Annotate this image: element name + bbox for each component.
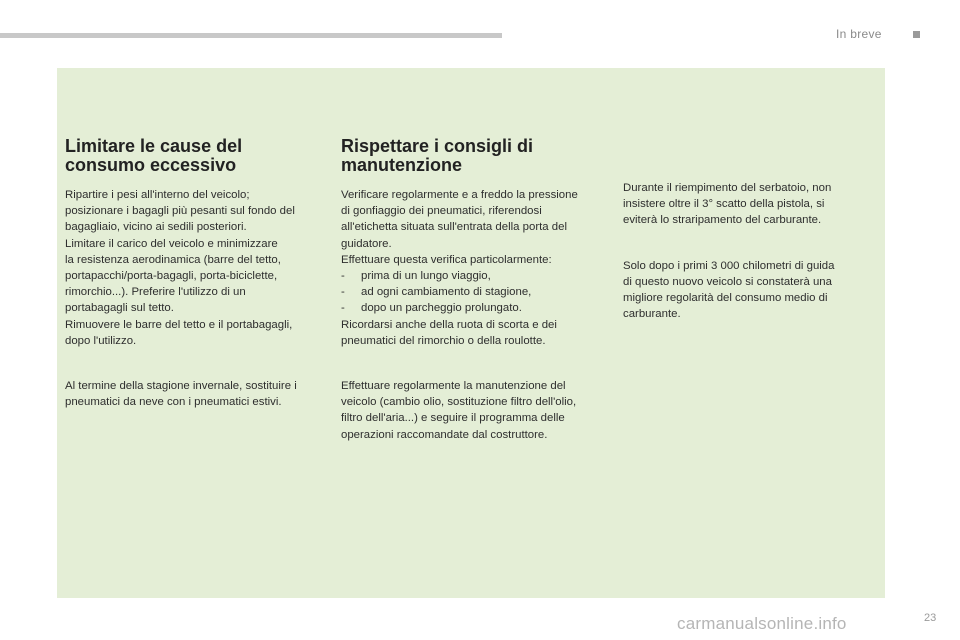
text-line: all'etichetta situata sull'entrata della porta del [341,221,567,234]
text-line: carburante. [623,308,681,321]
list-dash: - [341,302,345,315]
middle-paragraph-2 [341,378,605,443]
text-line: pneumatici da neve con i pneumatici estivi. [65,396,282,409]
middle-paragraph-1 [341,187,605,268]
page-number: 23 [924,612,937,624]
text-line: migliore regolarità del consumo medio di [623,292,828,305]
text-line: la resistenza aerodinamica (barre del tetto, [65,253,281,266]
text-line: dopo l'utilizzo. [65,334,137,347]
middle-column-title [341,137,605,175]
list-item-text: dopo un parcheggio prolungato. [361,302,522,315]
middle-column [341,137,605,443]
text-line: eviterà lo straripamento del carburante. [623,214,822,227]
text-line: insistere oltre il 3° scatto della pistola, si [623,198,825,211]
left-column-title [65,137,321,175]
right-paragraph-1 [623,180,863,229]
content-panel [57,68,885,598]
text-line: filtro dell'aria...) e seguire il programma delle [341,412,565,425]
list-item-text: ad ogni cambiamento di stagione, [361,286,532,299]
text-line: rimorchio...). Preferire l'utilizzo di un [65,286,246,299]
text-line: Effettuare questa verifica particolarmente: [341,253,552,266]
text-line: Ricordarsi anche della ruota di scorta e dei [341,318,557,331]
middle-title-line-1: Rispettare i consigli di [341,136,534,156]
list-dash: - [341,286,345,299]
text-line: veicolo (cambio olio, sostituzione filtro dell'olio, [341,396,577,409]
text-line: Limitare il carico del veicolo e minimizzare [65,237,278,250]
left-paragraph-2 [65,378,321,410]
middle-paragraph-1-end [341,317,605,349]
list-item [341,300,605,316]
text-line: bagagliaio, vicino ai sedili posteriori. [65,221,247,234]
right-column [623,180,863,322]
text-line: Ripartire i pesi all'interno del veicolo; [65,189,250,201]
spacer [65,349,321,378]
left-paragraph-1 [65,187,321,349]
text-line: Al termine della stagione invernale, sostituire i [65,380,297,393]
section-square-marker [913,31,920,38]
spacer [623,229,863,258]
text-line: operazioni raccomandate dal costruttore. [341,428,548,441]
text-line: Durante il riempimento del serbatoio, non [623,182,832,194]
list-dash: - [341,270,345,283]
text-line: Rimuovere le barre del tetto e il portabagagli, [65,318,293,331]
section-title: In breve [836,27,882,41]
text-line: portapacchi/porta-bagagli, porta-biciclette, [65,270,278,283]
text-line: pneumatici del rimorchio o della roulotte. [341,334,546,347]
spacer [341,349,605,378]
list-item-text: prima di un lungo viaggio, [361,270,491,283]
text-line: di gonfiaggio dei pneumatici, riferendosi [341,205,542,218]
middle-title-line-2: manutenzione [341,155,463,175]
left-title-line-2: consumo eccessivo [65,155,237,175]
text-line: di questo nuovo veicolo si constaterà una [623,275,832,288]
text-line: portabagagli sul tetto. [65,302,174,315]
right-paragraph-2 [623,258,863,323]
watermark: carmanualsonline.info [677,614,847,633]
text-line: Verificare regolarmente e a freddo la pressione [341,189,578,201]
left-title-line-1: Limitare le cause del [65,136,243,156]
text-line: Effettuare regolarmente la manutenzione del [341,380,566,393]
text-line: guidatore. [341,237,392,250]
text-line: Solo dopo i primi 3 000 chilometri di guida [623,259,835,272]
header-rule [0,33,502,38]
text-line: posizionare i bagagli più pesanti sul fondo del [65,205,295,218]
list-item [341,268,605,284]
list-item [341,284,605,300]
left-column [65,137,321,410]
